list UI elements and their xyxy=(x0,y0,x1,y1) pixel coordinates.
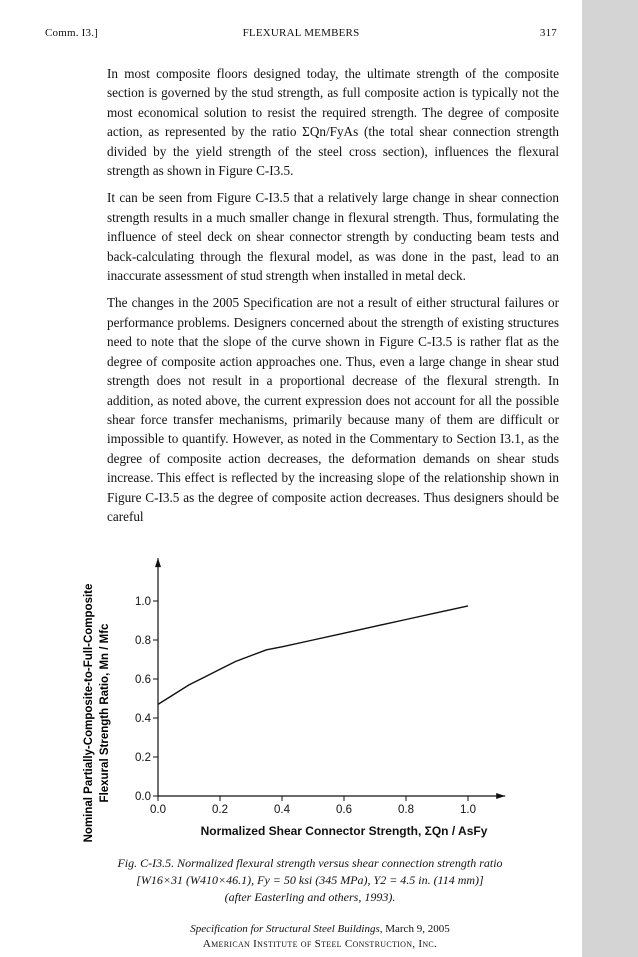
footer-publisher: American Institute of Steel Construction, Inc. xyxy=(202,938,438,950)
x-tick-label: 0.6 xyxy=(336,804,352,816)
caption-line-1: Fig. C-I3.5. Normalized flexural strength versus shear connection strength ratio xyxy=(117,856,503,870)
x-axis-label: Normalized Shear Connector Strength, ΣQn / AsFy xyxy=(200,824,488,838)
figure-c-i3-5 xyxy=(80,548,550,848)
x-tick-label: 0.8 xyxy=(398,804,414,816)
footer-citation xyxy=(100,922,540,937)
y-axis-label xyxy=(83,584,111,843)
footer-title: Specification for Structural Steel Buildings, xyxy=(190,923,383,935)
caption-line-2: [W16×31 (W410×46.1), Fy = 50 ksi (345 MPa), Y2 = 4.5 in. (114 mm)] xyxy=(136,873,484,887)
paragraph-3: The changes in the 2005 Specification are not a result of either structural failures or performance problems. Designers concerned about the strength of existing structures need to note that the slope of the curve shown in Figure C-I3.5 is rather flat as the degree of composite action approaches one. Thus, even a large change in shear stud strength does not result in a proportional decrease of the flexural strength. In addition, as noted above, the current expression does not account for all the possible shear force transfer mechanisms, primarily because many of them are difficult or impossible to quantify. However, as noted in the Commentary to Section I3.1, as the degree of composite action decreases, the deformation demands on shear studs increase. This effect is reflected by the increasing slope of the relationship shown in Figure C-I3.5 as the degree of composite action decreases. Thus designers should be careful xyxy=(107,295,559,524)
y-ticks xyxy=(135,596,158,803)
x-tick-label: 1.0 xyxy=(460,804,476,816)
section-reference: Comm. I3.] xyxy=(45,27,99,39)
y-tick-label: 0.2 xyxy=(135,752,151,764)
running-head xyxy=(45,27,557,43)
y-tick-label: 0.4 xyxy=(135,713,151,725)
strength-ratio-chart xyxy=(80,548,550,848)
y-tick-label: 0.6 xyxy=(135,674,151,686)
y-tick-label: 0.8 xyxy=(135,635,151,647)
x-tick-label: 0.4 xyxy=(274,804,290,816)
body-text xyxy=(107,64,559,534)
strength-curve xyxy=(158,606,468,705)
y-axis-label-line1: Nominal Partially-Composite-to-Full-Composite xyxy=(83,583,95,843)
page-margin-bar xyxy=(582,0,638,957)
x-tick-label: 0.0 xyxy=(150,804,166,816)
y-tick-label: 1.0 xyxy=(135,596,151,608)
chart-axes xyxy=(155,558,505,799)
chapter-title: FLEXURAL MEMBERS xyxy=(242,27,360,39)
y-tick-label: 0.0 xyxy=(135,791,151,803)
x-tick-label: 0.2 xyxy=(212,804,228,816)
paragraph-2: It can be seen from Figure C-I3.5 that a relatively large change in shear connection strength results in a much smaller change in flexural strength. Thus, formulating the influence of steel deck on shear connector strength by conducting beam tests and back-calculating through the flexural model, as was done in the past, lead to an inaccurate assessment of stud strength when installed in metal deck. xyxy=(107,190,559,284)
y-axis-label-line2: Flexural Strength Ratio, Mn / Mfc xyxy=(99,623,111,803)
x-axis-arrow xyxy=(496,793,505,799)
paragraph-1: In most composite floors designed today, the ultimate strength of the composite section is governed by the stud strength, as full composite action is typically not the most economical solution to resist the required strength. The degree of composite action, as represented by the ratio ΣQn/FyAs (the total shear connection strength divided by the yield strength of the steel cross section), influences the flexural strength as shown in Figure C-I3.5. xyxy=(107,66,559,179)
figure-caption xyxy=(80,855,540,906)
x-ticks xyxy=(150,796,476,816)
page-footer xyxy=(100,922,540,952)
footer-date: March 9, 2005 xyxy=(382,923,450,935)
caption-line-3: (after Easterling and others, 1993). xyxy=(224,890,396,904)
page-number: 317 xyxy=(539,27,557,39)
y-axis-arrow xyxy=(155,558,161,567)
